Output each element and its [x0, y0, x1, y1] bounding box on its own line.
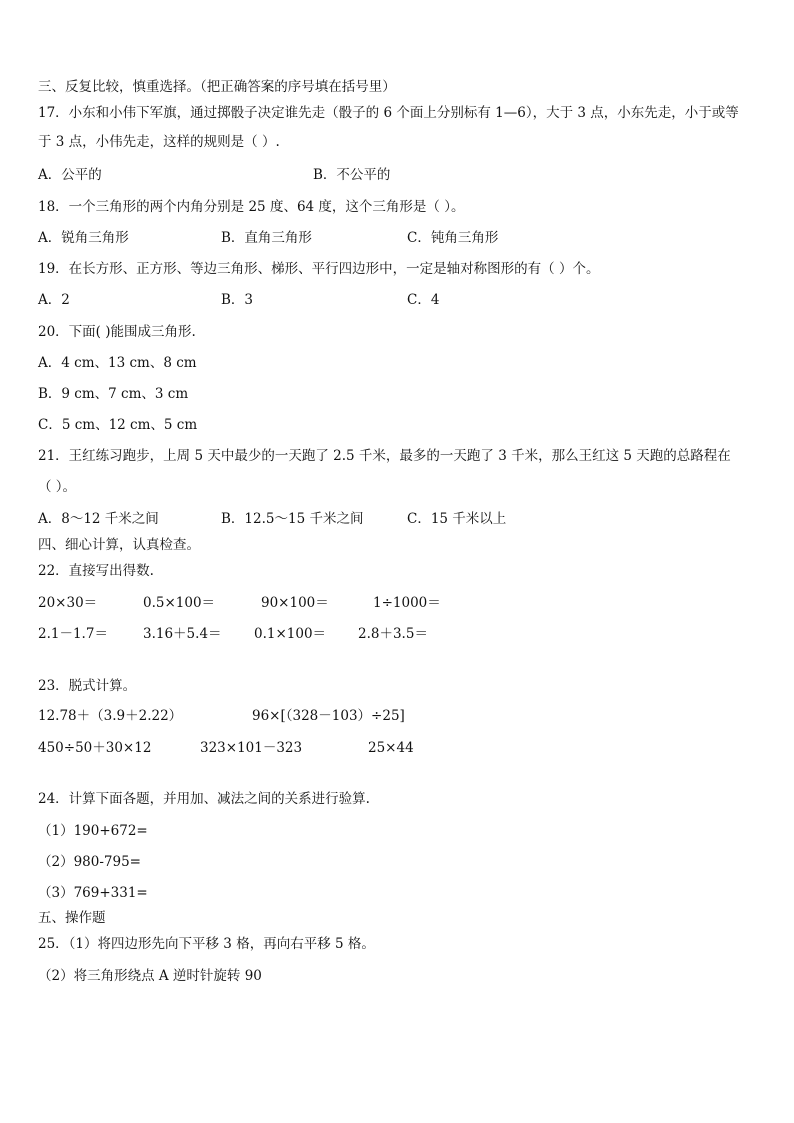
question-22-expr: 2.8＋3.5＝	[358, 626, 428, 642]
question-20-option-b: B．9 cm、7 cm、3 cm	[38, 386, 189, 402]
question-20-option-c: C．5 cm、12 cm、5 cm	[38, 417, 198, 433]
question-21-option-c: C．15 千米以上	[407, 511, 507, 527]
question-21-option-a: A．8～12 千米之间	[38, 511, 159, 527]
question-19-option-b: B．3	[221, 292, 254, 308]
question-20-option-a: A．4 cm、13 cm、8 cm	[38, 355, 197, 371]
question-22-expr: 0.5×100＝	[143, 595, 216, 611]
question-22-expr: 20×30＝	[38, 595, 98, 611]
question-17-line-1: 17．小东和小伟下军旗，通过掷骰子决定谁先走（骰子的 6 个面上分别标有 1—6），大于 3 点，小东先走，小于或等	[38, 105, 739, 121]
question-22-expr: 1÷1000＝	[373, 595, 441, 611]
question-17-option-b: B．不公平的	[313, 167, 391, 183]
question-23-expr: 12.78＋（3.9＋2.22）	[38, 708, 183, 724]
section-4-heading: 四、细心计算，认真检查。	[38, 537, 200, 553]
question-21-line-2: （ ）。	[38, 479, 77, 495]
question-23-expr: 450÷50＋30×12	[38, 740, 152, 756]
question-18-stem: 18．一个三角形的两个内角分别是 25 度、64 度，这个三角形是（ ）。	[38, 199, 465, 215]
question-18-option-b: B．直角三角形	[221, 230, 312, 246]
question-22-expr: 2.1－1.7＝	[38, 626, 108, 642]
question-24-stem: 24．计算下面各题，并用加、减法之间的关系进行验算.	[38, 791, 370, 807]
question-23-expr: 323×101－323	[200, 740, 303, 756]
question-19-option-c: C．4	[407, 292, 440, 308]
question-19-stem: 19．在长方形、正方形、等边三角形、梯形、平行四边形中，一定是轴对称图形的有（ ）个。	[38, 261, 600, 277]
question-23-expr: 25×44	[368, 740, 414, 756]
question-20-stem: 20．下面( )能围成三角形.	[38, 324, 196, 340]
question-18-option-c: C．钝角三角形	[407, 230, 499, 246]
question-17-option-a: A．公平的	[38, 167, 102, 183]
question-25-line-1: 25．（1）将四边形先向下平移 3 格，再向右平移 5 格。	[38, 936, 375, 952]
question-17-line-2: 于 3 点，小伟先走，这样的规则是（ ）.	[38, 134, 280, 150]
question-23-stem: 23．脱式计算。	[38, 678, 137, 694]
question-22-expr: 3.16＋5.4＝	[143, 626, 222, 642]
question-22-expr: 90×100＝	[261, 595, 329, 611]
question-22-stem: 22．直接写出得数.	[38, 563, 154, 579]
section-3-heading: 三、反复比较，慎重选择。（把正确答案的序号填在括号里）	[38, 79, 396, 95]
question-21-line-1: 21．王红练习跑步，上周 5 天中最少的一天跑了 2.5 千米，最多的一天跑了 3 千米，那么王红这 5 天跑的总路程在	[38, 448, 731, 464]
question-18-option-a: A．锐角三角形	[38, 230, 129, 246]
section-5-heading: 五、操作题	[38, 910, 106, 926]
question-22-expr: 0.1×100＝	[254, 626, 327, 642]
question-25-line-2: （2）将三角形绕点 A 逆时针旋转 90	[38, 968, 262, 984]
question-24-item: （3）769+331=	[38, 885, 148, 901]
question-23-expr: 96×[（328－103）÷25]	[252, 708, 405, 724]
question-21-option-b: B．12.5～15 千米之间	[221, 511, 364, 527]
question-19-option-a: A．2	[38, 292, 70, 308]
question-24-item: （1）190+672=	[38, 823, 148, 839]
question-24-item: （2）980-795=	[38, 854, 141, 870]
